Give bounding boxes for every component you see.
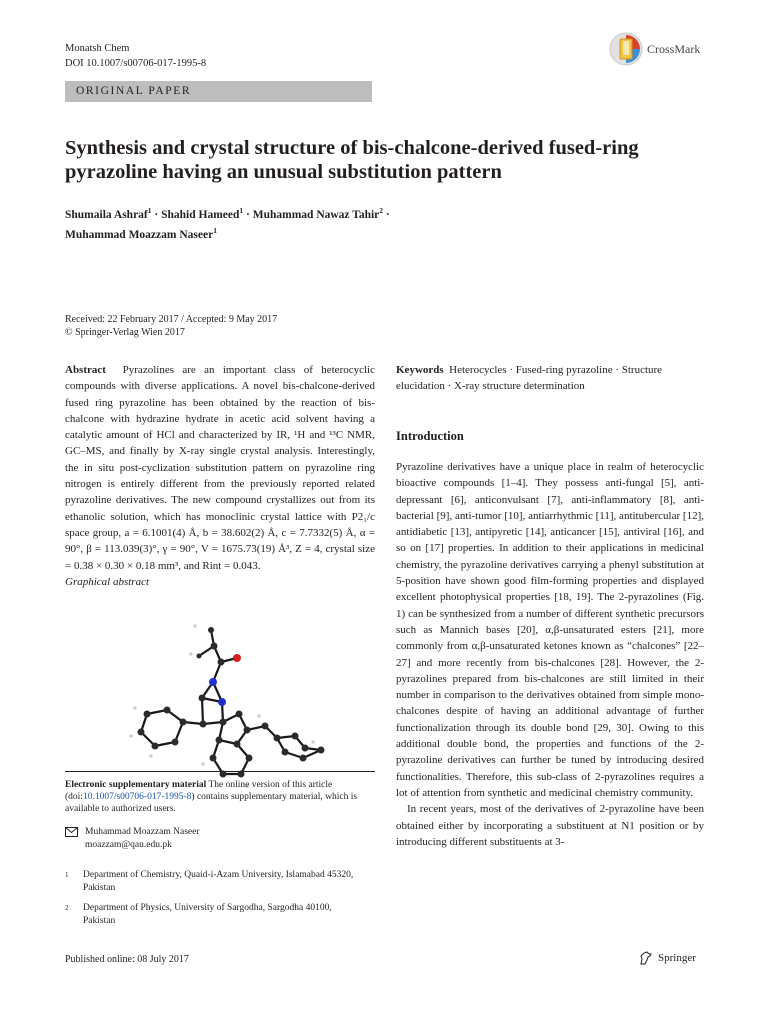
affiliation-item — [65, 902, 365, 927]
affiliation-item — [65, 869, 365, 894]
correspondence-email[interactable]: moazzam@qau.edu.pk — [85, 839, 172, 850]
copyright-line: © Springer-Verlag Wien 2017 — [65, 327, 185, 338]
abstract-section — [65, 362, 375, 590]
intro-paragraph-2: In recent years, most of the derivatives of 2-pyrazoline have been obtained either by incorporating a substituent at N1 position or by introducing different substituents at 3- — [396, 803, 704, 848]
affiliation-marker: 1 — [239, 206, 244, 215]
keywords-heading: Keywords — [396, 364, 444, 376]
affiliation-marker: 1 — [213, 226, 217, 236]
correspondence-block — [65, 826, 365, 851]
article-type-banner — [65, 81, 372, 102]
graphical-abstract-label: Graphical abstract — [65, 575, 150, 588]
author-name[interactable]: Shumaila Ashraf — [65, 208, 148, 221]
author-list — [65, 203, 705, 244]
affiliation-number: 1 — [65, 871, 69, 879]
doi-line: DOI 10.1007/s00706-017-1995-8 — [65, 58, 207, 69]
crossmark-badge[interactable] — [609, 30, 719, 68]
journal-header — [65, 41, 206, 71]
article-type-label: ORIGINAL PAPER — [76, 85, 192, 97]
author-separator: · — [151, 208, 162, 221]
esm-heading: Electronic supplementary material — [65, 780, 207, 790]
title-line-2: pyrazoline having an unusual substitution pattern — [65, 161, 502, 183]
title-line-1: Synthesis and crystal structure of bis-chalcone-derived fused-ring — [65, 137, 639, 159]
footnote-rule — [65, 771, 375, 772]
springer-horse-icon — [638, 950, 654, 966]
author-separator: · — [243, 208, 253, 221]
envelope-icon — [65, 827, 79, 838]
author-name[interactable]: Muhammad Nawaz Tahir — [252, 208, 380, 221]
affiliation-marker: 1 — [147, 206, 152, 215]
esm-text-after: ) contains supplementary material, which is available to authorized users. — [65, 792, 358, 814]
springer-logo[interactable] — [638, 950, 696, 966]
intro-paragraph-1: Pyrazoline derivatives have a unique place in realm of heterocyclic bioactive compounds [1–4]. They possess anti-fungal [5], anti-depressant [6], anticonvulsant [7], anti-inflammatory [8], anti-bacterial [9], anti-tumor [10], antiarrhythmic [11], antitubercular [12], antidiabetic [13], antipyretic [14], anticancer [15], antiviral [16], and so on [17] properties. In addition to their applications in medicinal chemistry, the pyrazoline derivatives carrying a phenyl substitution at 5-position have shown good film-forming properties and displayed excellent photophysical properties [18, 19]. The 2-pyrazolines (Fig. 1) can be synthesized from a number of different synthetic precursors such as Mannich bases [20], α,β-unsaturated esters [21], more commonly from α,β-unsaturated ketones known as “chalcones” [22–27] and more recently from bis-chalcones [28]. However, the 2-pyrazolines prepared from bis-chalcones are still limited in their number in comparison to the derivatives obtained from simple mono-chalcones despite of having an additional advantage of further functionalization through its double bond [29, 30]. Owing to this additional double bond, the properties and functions of the 2-pyrazoline derivatives can further be tuned by introducing desired functionalities. Therefore, this sub-class of 2-pyrazolines requires a lot of attention from synthetic and medicinal chemistry community. — [396, 461, 704, 799]
crossmark-icon — [609, 32, 643, 66]
journal-name: Monatsh Chem — [65, 43, 130, 54]
author-name[interactable]: Muhammad Moazzam Naseer — [65, 229, 214, 242]
keywords-paragraph — [396, 362, 704, 394]
introduction-heading: Introduction — [396, 429, 464, 443]
abstract-heading: Abstract — [65, 364, 106, 376]
author-separator: · — [383, 208, 390, 221]
esm-text-before: The online version of this article (doi: — [65, 780, 333, 802]
affiliation-text: Department of Physics, University of Sargodha, Sargodha 40100, Pakistan — [83, 903, 332, 926]
author-name[interactable]: Shahid Hameed — [161, 208, 240, 221]
introduction-body — [396, 459, 704, 850]
abstract-text: Pyrazolines are an important class of heterocyclic compounds with diverse applications. A novel bis-chalcone-derived fused ring pyrazoline has been obtained by the reaction of bis-chalcone with hydrazine hydrate in acetic acid solvent having a catalytic amount of HCl and characterized by IR, ¹H and ¹³C NMR, GC–MS, and finally by X-ray single crystal analysis. Interestingly, the in situ post-cyclization substitution pattern on pyrazoline ring nitrogen is entirely different from the previously reported related pyrazoline derivatives. The new compound crystallizes out from its ethanolic solution, which has monoclinic crystal lattice with P2₁/c space group, a = 6.1001(4) Å, b = 38.602(2) Å, c = 7.7332(5) Å, α = 90°, β = 113.039(3)°, γ = 90°, V = 1675.73(19) Å³, Z = 4, crystal size = 0.38 × 0.30 × 0.18 mm³, and Rint = 0.043. — [65, 364, 375, 572]
article-title — [65, 136, 705, 184]
received-accepted: Received: 22 February 2017 / Accepted: 9 May 2017 — [65, 314, 278, 325]
crossmark-label: CrossMark — [647, 41, 701, 56]
affiliation-marker: 2 — [379, 206, 384, 215]
affiliation-number: 2 — [65, 904, 69, 912]
publication-dates — [65, 313, 385, 339]
keywords-text: Heterocycles · Fused-ring pyrazoline · Structure elucidation · X-ray structure determination — [396, 364, 663, 392]
esm-note — [65, 779, 375, 815]
keywords-section — [396, 362, 704, 394]
springer-label: Springer — [658, 952, 696, 964]
correspondence-name: Muhammad Moazzam Naseer — [85, 827, 200, 837]
affiliation-text: Department of Chemistry, Quaid-i-Azam University, Islamabad 45320, Pakistan — [83, 870, 354, 893]
abstract-paragraph — [65, 362, 375, 574]
published-online: Published online: 08 July 2017 — [65, 954, 189, 965]
esm-doi-link[interactable]: 10.1007/s00706-017-1995-8 — [82, 792, 192, 802]
